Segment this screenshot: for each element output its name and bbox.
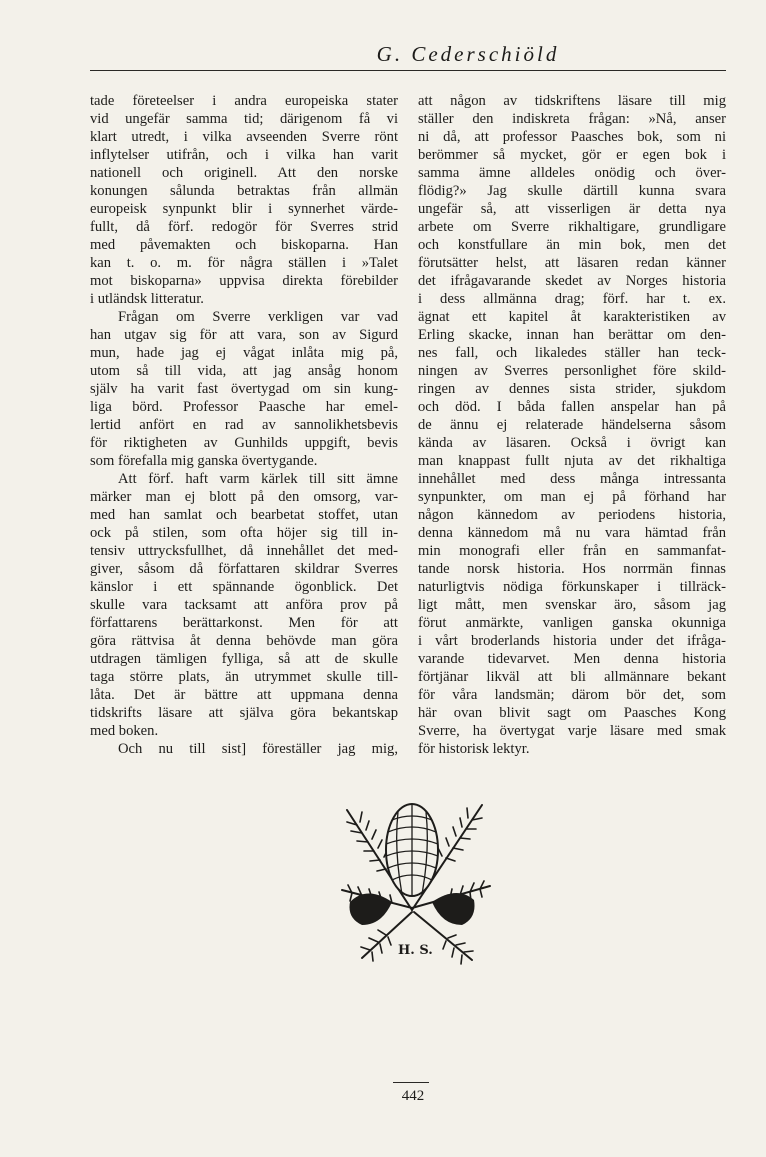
text-line: författarens berättarkonst. Men för att bbox=[90, 615, 398, 631]
running-title: G. Cederschiöld bbox=[376, 42, 560, 66]
text-line: för riktigheten av Gunhilds uppgift, bevis bbox=[90, 435, 398, 451]
left-text-column bbox=[90, 92, 398, 758]
text-line: arbete om Sverre rikhaltigare, grundligare bbox=[418, 219, 726, 235]
pine-cone-vignette bbox=[322, 790, 502, 972]
text-line: i utländsk litteratur. bbox=[90, 291, 204, 307]
text-line: här ovan blivit sagt om Paasches Kong bbox=[418, 705, 726, 721]
text-line: flödig?» Jag skulle därtill kunna svara bbox=[418, 183, 726, 199]
text-line: han utgav sig för att vara, son av Sigurd bbox=[90, 327, 398, 343]
text-line: varande tidevarvet. Men denna historia bbox=[418, 651, 726, 667]
right-text-column bbox=[418, 92, 726, 758]
text-line: klart utredt, i vilka avseenden Sverre rönt bbox=[90, 129, 398, 145]
text-line: Frågan om Sverre verkligen var vad bbox=[118, 309, 398, 325]
text-line: ställer den indiskreta frågan: »Nå, anser bbox=[418, 111, 726, 127]
text-line: utom så till vida, att jag ansåg honom bbox=[90, 363, 398, 379]
text-line: liga börd. Professor Paasche har emel- bbox=[90, 399, 398, 415]
text-line: ungefär så, att visserligen är detta nya bbox=[418, 201, 726, 217]
text-line: märker man ej blott på den omsorg, var- bbox=[90, 489, 398, 505]
text-line: i vårt broderlands historia under det ifråga- bbox=[418, 633, 726, 649]
text-line: nes fall, och likaledes ställer han teck- bbox=[418, 345, 726, 361]
text-line: tade företeelser i andra europeiska stater bbox=[90, 93, 398, 109]
text-line: vid ungefär samma tid; därigenom få vi bbox=[90, 111, 398, 127]
text-line: tande norsk historia. Hos norrmän finnas bbox=[418, 561, 726, 577]
text-line: själv ha varit fast övertygad om sin kung- bbox=[90, 381, 398, 397]
text-line: och död. I båda fallen anspelar han på bbox=[418, 399, 726, 415]
text-line: mun, hade jag ej vågat inlåta mig på, bbox=[90, 345, 398, 361]
text-line: fullt, då förf. redogör för Sverres strid bbox=[90, 219, 398, 235]
text-line: ringen av dennes sista strider, sjukdom bbox=[418, 381, 726, 397]
text-line: ni då, att professor Paasches bok, som ni bbox=[418, 129, 726, 145]
text-line: ligt mått, men svenskar äro, såsom jag bbox=[418, 597, 726, 613]
text-line: mot biskoparna» uppvisa direkta förebilder bbox=[90, 273, 398, 289]
text-line: konungen sålunda betraktas från allmän bbox=[90, 183, 398, 199]
text-line: denna kännedom må nu vara hämtad från bbox=[418, 525, 726, 541]
text-line: att någon av tidskriftens läsare till mig bbox=[418, 93, 726, 109]
text-line: synpunkter, om man ej på förhand har bbox=[418, 489, 726, 505]
text-line: i dess allmänna drag; förf. har t. ex. bbox=[418, 291, 726, 307]
text-line: lertid anfört en rad av sannolikhetsbevis bbox=[90, 417, 398, 433]
text-line: kända av läsaren. Också i övrigt kan bbox=[418, 435, 726, 451]
text-line: tidskrifts läsare att själva göra bekantskap bbox=[90, 705, 398, 721]
text-line: inflytelser utifrån, och i vilka han varit bbox=[90, 147, 398, 163]
text-line: nationell och originell. Att den norske bbox=[90, 165, 398, 181]
text-line: Sverre, ha övertygat varje läsare med smak bbox=[418, 723, 726, 739]
text-line: förut anmärkte, vanligen ganska okunniga bbox=[418, 615, 726, 631]
vignette-monogram: H. S. bbox=[398, 943, 433, 958]
text-line: Erling skacke, innan han berättar om den- bbox=[418, 327, 726, 343]
text-line: ningen av Sverres personlighet före skild- bbox=[418, 363, 726, 379]
text-line: känslor i ett spännande ögonblick. Det bbox=[90, 579, 398, 595]
text-line: naturligtvis nödiga förkunskaper i tillräck- bbox=[418, 579, 726, 595]
text-line: för våra landsmän; därom bör det, som bbox=[418, 687, 726, 703]
text-line: förutsätter helst, att läsaren redan känner bbox=[418, 255, 726, 271]
text-line: göra rättvisa åt denna behövde man göra bbox=[90, 633, 398, 649]
text-line: giver, såsom då författaren skildrar Sverres bbox=[90, 561, 398, 577]
text-line: och konstfullare än min bok, men det bbox=[418, 237, 726, 253]
text-line: med påvemakten och biskoparna. Han bbox=[90, 237, 398, 253]
text-line: ägnat ett kapitel åt karakteristiken av bbox=[418, 309, 726, 325]
text-line: berömmer så mycket, gör er egen bok i bbox=[418, 147, 726, 163]
text-line: de ännu ej relaterade händelserna såsom bbox=[418, 417, 726, 433]
text-line: europeisk synpunkt blir i synnerhet värde- bbox=[90, 201, 398, 217]
text-line: med boken. bbox=[90, 723, 159, 739]
text-line: för historisk lektyr. bbox=[418, 741, 530, 757]
text-line: kan t. o. m. för några ställen i »Talet bbox=[90, 255, 398, 271]
text-line: med han samlat och bearbetat stoffet, utan bbox=[90, 507, 398, 523]
folio-rule bbox=[393, 1082, 429, 1083]
text-line: tensiv uttrycksfullhet, då innehållet det med- bbox=[90, 543, 398, 559]
text-line: man knappast fullt njuta av det rikhaltiga bbox=[418, 453, 726, 469]
text-line: låta. Det är bättre att uppmana denna bbox=[90, 687, 398, 703]
text-line: innehållet med dess många intressanta bbox=[418, 471, 726, 487]
text-line: taga större plats, än utrymmet skulle till- bbox=[90, 669, 398, 685]
page-number: 442 bbox=[401, 1088, 425, 1104]
header-rule bbox=[90, 70, 726, 71]
text-line: min monografi eller från en sammanfat- bbox=[418, 543, 726, 559]
text-line: utdragen tämligen fylliga, så att de skulle bbox=[90, 651, 398, 667]
text-line: samma ämne alldeles onödig och över- bbox=[418, 165, 726, 181]
text-line: ock på stilen, som ofta höjer sig till in- bbox=[90, 525, 398, 541]
text-line: som förefalla mig ganska övertygande. bbox=[90, 453, 318, 469]
text-line: det ifrågavarande skedet av Norges historia bbox=[418, 273, 726, 289]
text-line: Och nu till sist] föreställer jag mig, bbox=[118, 741, 398, 757]
text-line: någon kännedom av periodens historia, bbox=[418, 507, 726, 523]
text-line: skulle vara tacksamt att anföra prov på bbox=[90, 597, 398, 613]
text-line: förtjänar likväl att bli allmännare bekant bbox=[418, 669, 726, 685]
text-line: Att förf. haft varm kärlek till sitt ämne bbox=[118, 471, 398, 487]
